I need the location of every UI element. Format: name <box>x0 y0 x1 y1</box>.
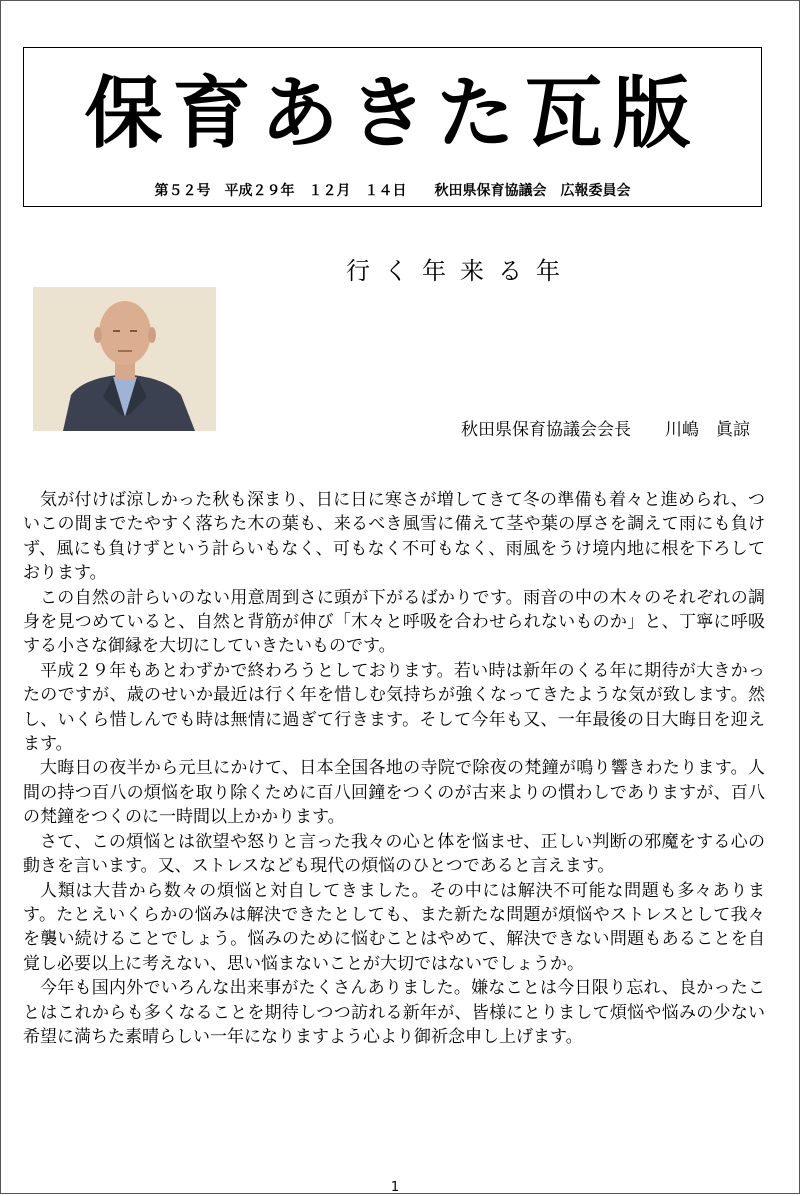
paragraph: この自然の計らいのない用意周到さに頭が下がるばかりです。雨音の中の木々のそれぞれの調身を見つめていると、自然と背筋が伸び「木々と呼吸を合わせられないものか」と、丁寧に呼吸する小さな御縁を大切にしていきたいものです。 <box>23 587 765 657</box>
article-title: 行く年来る年 <box>346 257 574 285</box>
paragraph: 今年も国内外でいろんな出来事がたくさんありました。嫌なことは今日限り忘れ、良かったことはこれからも多くなることを期待しつつ訪れる新年が、皆様にとりまして煩悩や悩みの少ない希望に満ちた素晴らしい一年になりますよう心より御祈念申し上げます。 <box>23 978 765 1047</box>
article-body <box>23 488 765 1049</box>
paragraph: さて、この煩悩とは欲望や怒りと言った我々の心と体を悩ませ、正しい判断の邪魔をする心の動きを言います。又、ストレスなども現代の煩悩のひとつであると言えます。 <box>23 831 765 877</box>
paragraph: 気が付けば涼しかった秋も深まり、日に日に寒さが増してきて冬の準備も着々と進められ、ついこの間までたやすく落ちた木の葉も、来るべき風雪に備えて茎や葉の厚さを調えて雨にも負けず、風にも負けずという計らいもなく、可もなく不可もなく、雨風をうけ境内地に根を下ろしております。 <box>23 490 765 584</box>
paragraph: 人類は大昔から数々の煩悩と対自してきました。その中には解決不可能な問題も多々あります。たとえいくらかの悩みは解決できたとしても、また新たな問題が煩悩やストレスとして我々を襲い続けることでしょう。悩みのために悩むことはやめて、解決できない問題もあることを自覚し必要以上に考えない、思い悩まないことが大切ではないでしょうか。 <box>23 880 765 974</box>
masthead <box>23 47 762 207</box>
page-number: 1 <box>390 1180 400 1195</box>
paragraph: 平成２９年もあとわずかで終わろうとしております。若い時は新年のくる年に期待が大きかったのですが、歳のせいか最近は行く年を惜しむ気持ちが強くなってきたような気が致します。然し、いくら惜しんでも時は無情に過ぎて行きます。そして今年も又、一年最後の日大晦日を迎えます。 <box>23 660 765 755</box>
author-photo <box>33 287 216 431</box>
author-byline: 秋田県保育協議会会長 川嶋 眞諒 <box>461 420 750 440</box>
issue-line: 第５２号 平成２９年 １２月 １４日 秋田県保育協議会 広報委員会 <box>154 183 631 199</box>
paragraph: 大晦日の夜半から元旦にかけて、日本全国各地の寺院で除夜の梵鐘が鳴り響きわたります。人間の持つ百八の煩悩を取り除くために百八回鐘をつくのが古来よりの慣わしでありますが、百八の梵鐘をつくのに一時間以上かかります。 <box>23 758 765 828</box>
author-photo-illustration <box>33 287 216 431</box>
masthead-title: 保育あきた瓦版 <box>84 68 701 159</box>
